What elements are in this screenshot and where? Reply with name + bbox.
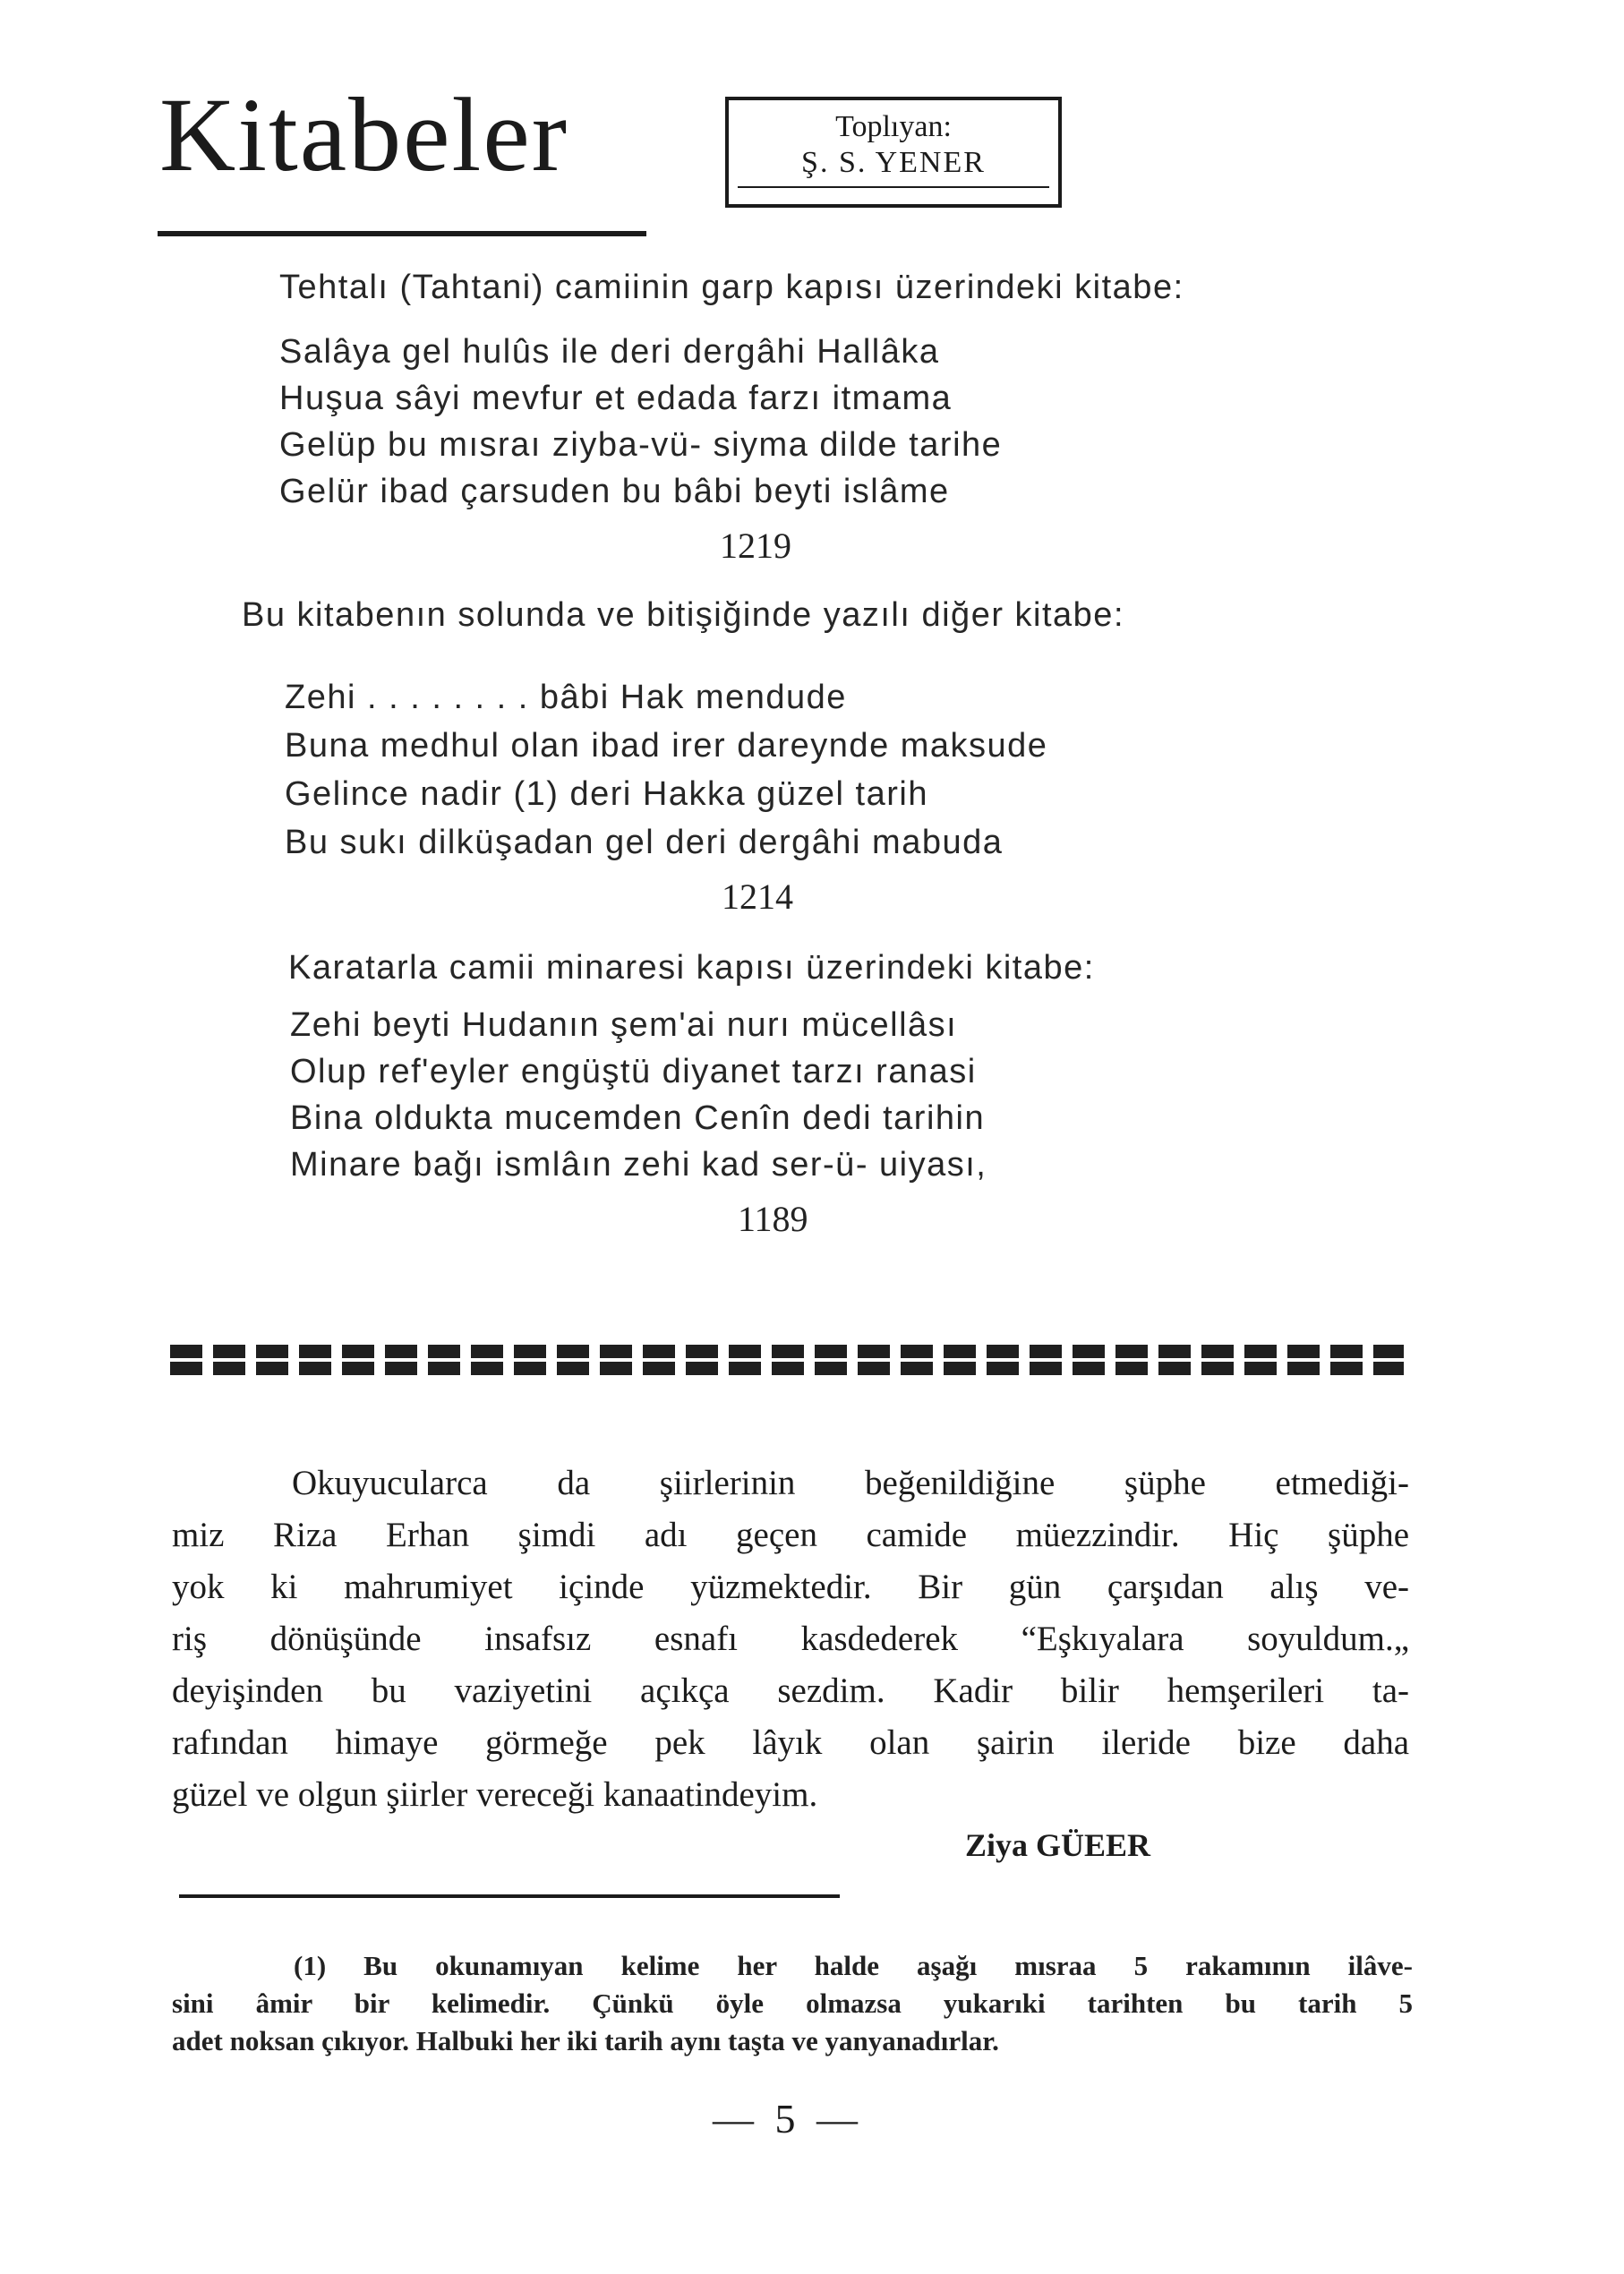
ornamental-separator	[170, 1345, 1404, 1375]
inscription-3-line: Minare bağı ismlâın zehi kad ser-ü- uiyası,	[290, 1146, 987, 1184]
footnote-line: sini âmir bir kelimedir. Çünkü öyle olmazsa yukarıki tarihten bu tarih 5	[172, 1988, 1413, 2019]
inscription-3-line: Olup ref'eyler engüştü diyanet tarzı ranasi	[290, 1053, 977, 1090]
inscription-3-caption: Karatarla camii minaresi kapısı üzerindeki kitabe:	[288, 949, 1095, 987]
footnote-line: (1) Bu okunamıyan kelime her halde aşağı mısraa 5 rakamının ilâve-	[294, 1950, 1413, 1981]
article-line: Okuyucularca da şiirlerinin beğenildiğine şüphe etmediği-	[292, 1464, 1409, 1502]
page-number: — 5 —	[713, 2096, 863, 2141]
inscription-2-line: Zehi . . . . . . . . bâbi Hak mendude	[285, 679, 847, 716]
inscription-1-line: Huşua sâyi mevfur et edada farzı itmama	[279, 380, 953, 417]
inscription-2-year: 1214	[722, 876, 793, 917]
article-line: riş dönüşünde insafsız esnafı kasdederek “Eşkıyalara soyuldum.„	[172, 1620, 1409, 1658]
page-title: Kitabeler	[159, 76, 568, 193]
article-line: rafından himaye görmeğe pek lâyık olan şairin ileride bize daha	[172, 1723, 1409, 1762]
collector-name: Ş. S. YENER	[801, 146, 986, 179]
inscription-2-line: Bu sukı dilküşadan gel deri dergâhi mabuda	[285, 824, 1004, 861]
article-line: güzel ve olgun şiirler vereceği kanaatindeyim.	[172, 1775, 818, 1814]
inscription-3-line: Bina oldukta mucemden Cenîn dedi tarihin	[290, 1099, 986, 1137]
collector-box-inner-rule	[738, 186, 1049, 188]
inscription-1-line: Gelüp bu mısraı ziyba-vü- siyma dilde tarihe	[279, 426, 1003, 464]
inscription-2-line: Buna medhul olan ibad irer dareynde maksude	[285, 727, 1048, 765]
article-line: deyişinden bu vaziyetini açıkça sezdim. Kadir bilir hemşerileri ta-	[172, 1671, 1409, 1710]
inscription-1-year: 1219	[720, 526, 791, 566]
author-signature: Ziya GÜEER	[965, 1827, 1151, 1863]
article-line: miz Riza Erhan şimdi adı geçen camide müezzindir. Hiç şüphe	[172, 1516, 1409, 1554]
inscription-2-caption: Bu kitabenın solunda ve bitişiğinde yazılı diğer kitabe:	[242, 596, 1124, 634]
inscription-3-year: 1189	[738, 1199, 808, 1239]
inscription-3-line: Zehi beyti Hudanın şem'ai nurı mücellâsı	[290, 1006, 958, 1044]
footnote-rule	[179, 1894, 840, 1898]
collector-box	[725, 97, 1062, 208]
inscription-1-line: Salâya gel hulûs ile deri dergâhi Hallâka	[279, 333, 940, 371]
collector-label: Toplıyan:	[835, 110, 952, 143]
inscription-2-line: Gelince nadir (1) deri Hakka güzel tarih	[285, 775, 928, 813]
title-underline	[158, 231, 646, 236]
footnote-line: adet noksan çıkıyor. Halbuki her iki tarih aynı taşta ve yanyanadırlar.	[172, 2025, 999, 2056]
inscription-1-line: Gelür ibad çarsuden bu bâbi beyti islâme	[279, 473, 950, 510]
article-line: yok ki mahrumiyet içinde yüzmektedir. Bir gün çarşıdan alış ve-	[172, 1568, 1409, 1606]
inscription-1-caption: Tehtalı (Tahtani) camiinin garp kapısı üzerindeki kitabe:	[279, 269, 1184, 306]
